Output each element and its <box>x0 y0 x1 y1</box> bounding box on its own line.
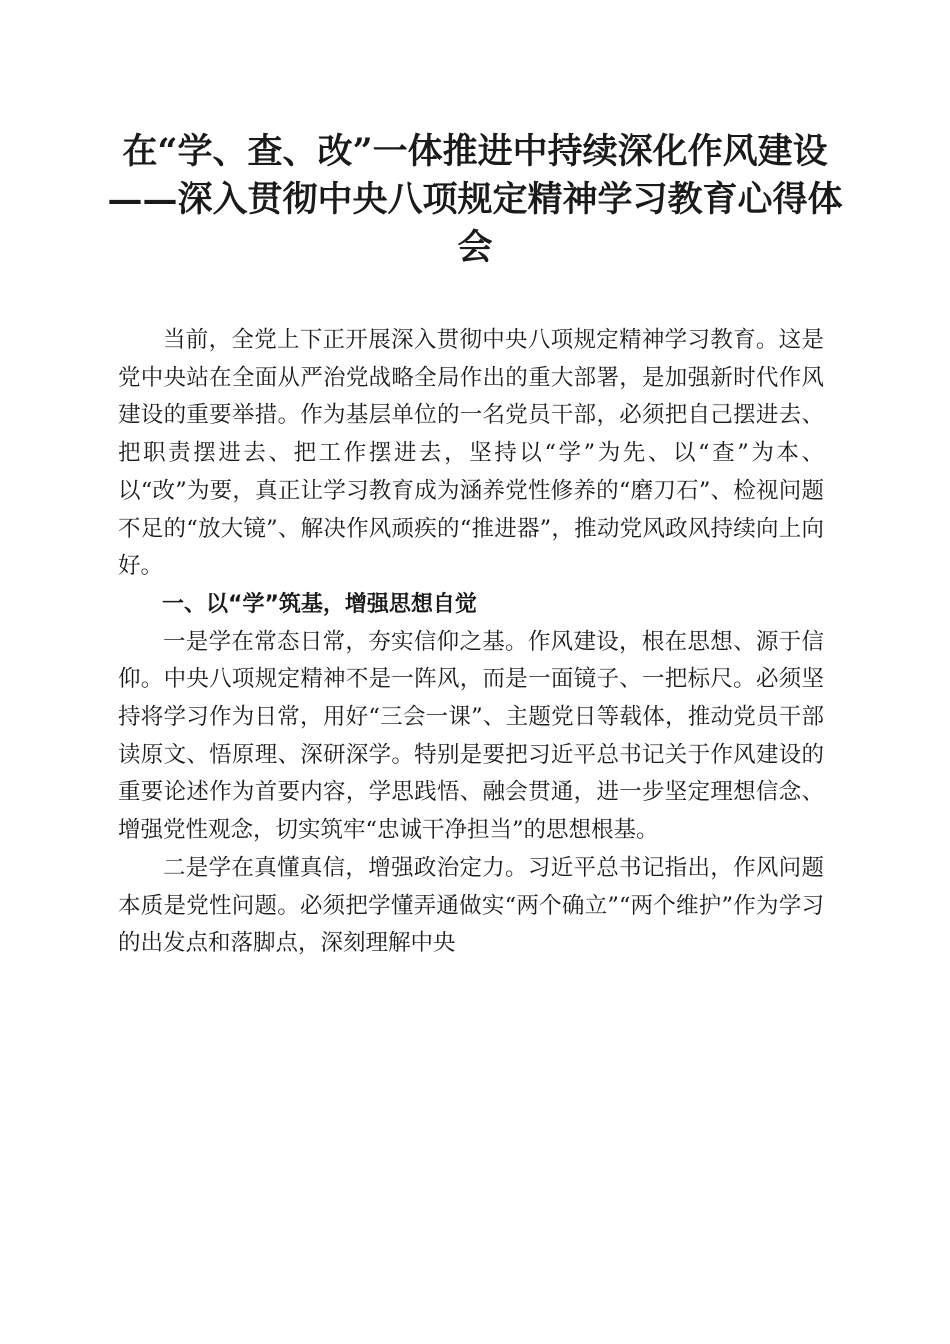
document-body <box>118 322 824 963</box>
document-title: 在“学、查、改”一体推进中持续深化作风建设——深入贯彻中央八项规定精神学习教育心得体会 <box>107 131 843 268</box>
section-paragraph-1: 一是学在常态日常，夯实信仰之基。作风建设，根在思想、源于信仰。中央八项规定精神不是一阵风，而是一面镜子、一把标尺。必须坚持将学习作为日常，用好“三会一课”、主题党日等载体，推动党员干部读原文、悟原理、深研深学。特别是要把习近平总书记关于作风建设的重要论述作为首要内容，学思践悟、融会贯通，进一步坚定理想信念、增强党性观念，切实筑牢“忠诚干净担当”的思想根基。 <box>118 628 824 844</box>
section-paragraph-2: 二是学在真懂真信，增强政治定力。习近平总书记指出，作风问题本质是党性问题。必须把学懂弄通做实“两个确立”“两个维护”作为学习的出发点和落脚点，深刻理解中央 <box>118 854 824 957</box>
intro-paragraph: 当前，全党上下正开展深入贯彻中央八项规定精神学习教育。这是党中央站在全面从严治党战略全局作出的重大部署，是加强新时代作风建设的重要举措。作为基层单位的一名党员干部，必须把自己摆进去、把职责摆进去、把工作摆进去，坚持以“学”为先、以“查”为本、以“改”为要，真正让学习教育成为涵养党性修养的“磨刀石”、检视问题不足的“放大镜”、解决作风顽疾的“推进器”，推动党风政风持续向上向好。 <box>118 327 824 580</box>
section-heading: 一、以“学”筑基，增强思想自觉 <box>162 591 477 617</box>
